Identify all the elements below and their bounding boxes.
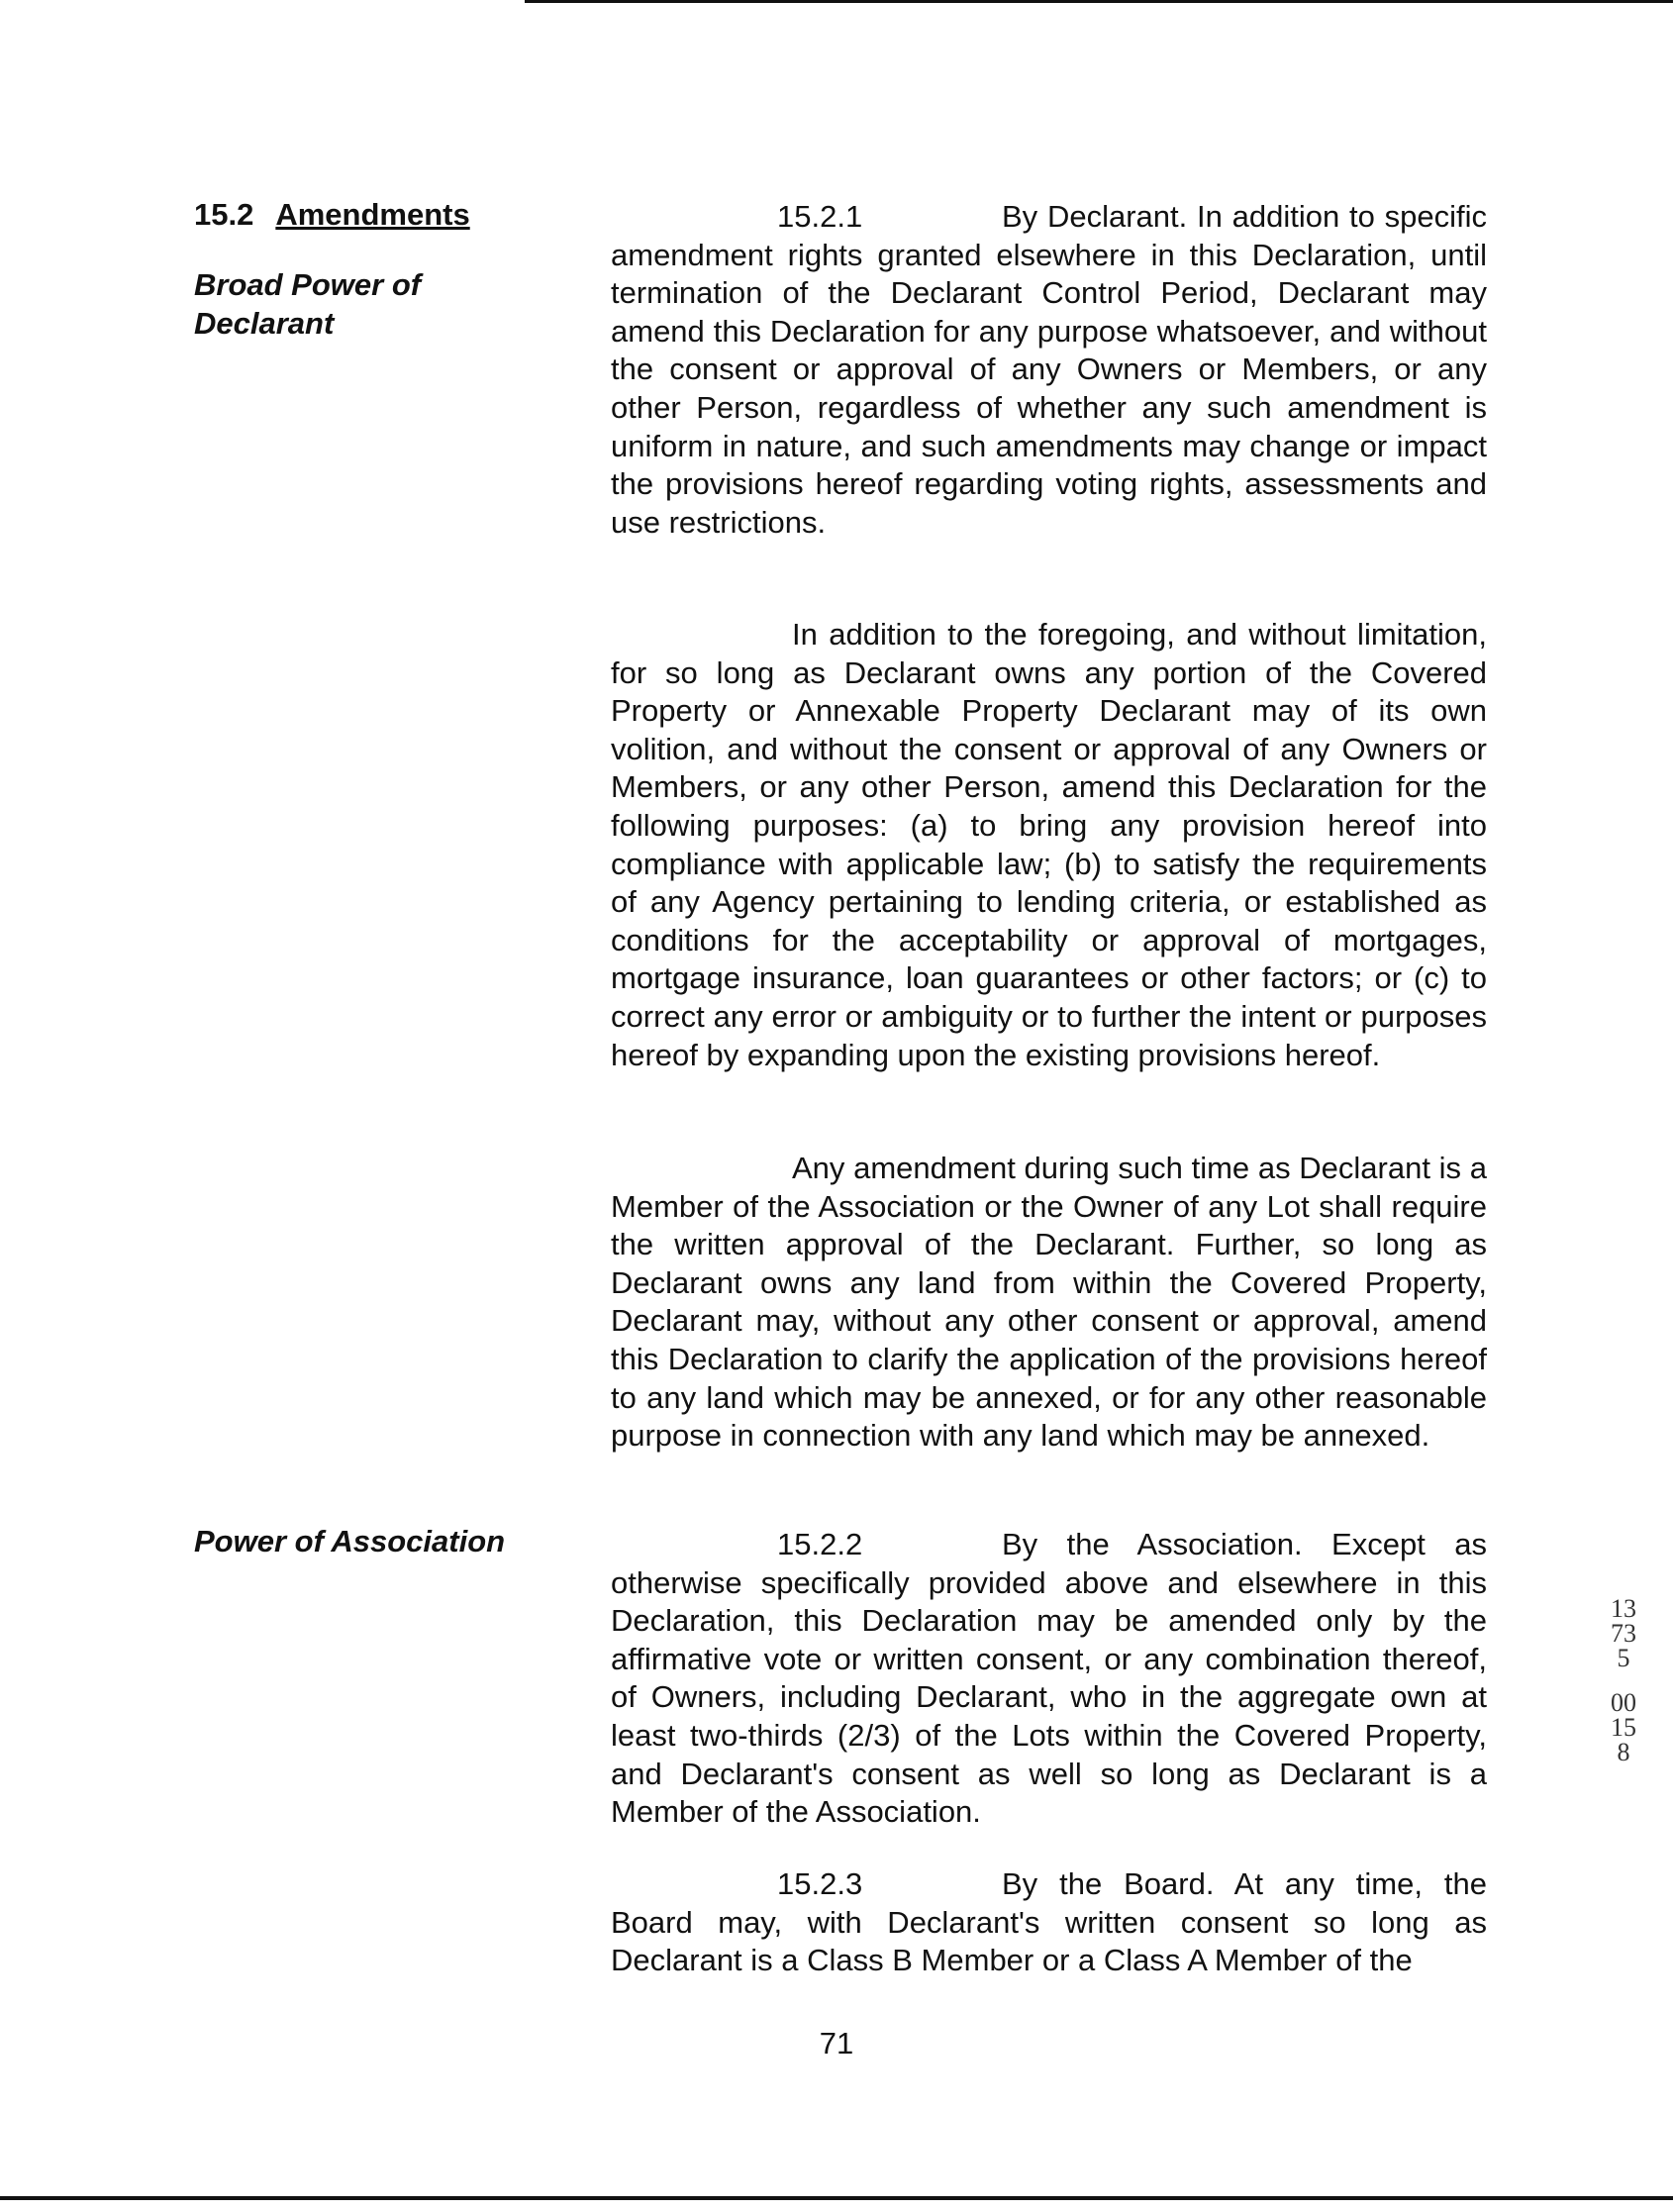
clause-number: 15.2.3: [777, 1866, 863, 1901]
clause-number: 15.2.1: [777, 199, 863, 234]
document-stamp-number: [1607, 1596, 1640, 1764]
side-label-power-association: Power of Association: [194, 1524, 506, 1558]
top-border-line: [525, 0, 1673, 3]
side-label-broad-power: [194, 265, 421, 343]
paragraph-text: By Declarant. In addition to specific amendment rights granted elsewhere in this Declaration, until termination of the Declarant Control Period, Declarant may amend this Declaration for any purpose whatsoever, and without the consent or approval of any Owners or Members, or any other Person, regardless of whether any such amendment is uniform in nature, and such amendments may change or impact the provisions hereof regarding voting rights, assessments and use restrictions.: [611, 199, 1487, 540]
paragraph-written-approval: Any amendment during such time as Declarant is a Member of the Association or the Owner of any Lot shall require the written approval of the Declarant. Further, so long as Declarant owns any land from within the Covered Property, Declarant may, without any other consent or approval, amend this Declaration to clarify the application of the provisions hereof to any land which may be annexed, or for any other reasonable purpose in connection with any land which may be annexed.: [611, 1151, 1487, 1454]
side-label-line: Declarant: [194, 306, 335, 341]
bottom-border-line: [0, 2196, 1673, 2200]
paragraph-text: By the Association. Except as otherwise specifically provided above and elsewhere in this Declaration, this Declaration may be amended only by the affirmative vote or written consent, or any combination thereof, of Owners, including Declarant, who in the aggregate own at least two-thirds (2/3) of the Lots within the Covered Property, and Declarant's consent as well so long as Declarant is a Member of the Association.: [611, 1527, 1487, 1830]
section-number: 15.2: [194, 197, 254, 232]
section-title: Amendments: [275, 197, 470, 232]
section-heading: [194, 195, 470, 234]
paragraph-text: By the Board. At any time, the Board may, with Declarant's written consent so long as Declarant is a Class B Member or a Class A Member of the: [611, 1866, 1487, 1978]
paragraph-additional-purposes: In addition to the foregoing, and without limitation, for so long as Declarant owns any portion of the Covered Property or Annexable Property Declarant may of its own volition, and without the consent or approval of any Owners or Members, or any other Person, amend this Declaration for the following purposes: (a) to bring any provision hereof into compliance with applicable law; (b) to satisfy the requirements of any Agency pertaining to lending criteria, or established as conditions for the acceptability or approval of mortgages, mortgage insurance, loan guarantees or other factors; or (c) to correct any error or ambiguity or to further the intent or purposes hereof by expanding upon the existing provisions hereof.: [611, 617, 1487, 1072]
stamp-part-2: 00158: [1611, 1688, 1636, 1766]
stamp-part-1: 13735: [1611, 1594, 1636, 1672]
paragraph-15-2-3: [611, 1865, 1487, 1980]
paragraph-15-2-1: [611, 198, 1487, 542]
paragraph-15-2-2: [611, 1526, 1487, 1832]
clause-number: 15.2.2: [777, 1527, 863, 1561]
page-number: 71: [819, 2026, 854, 2061]
side-label-line: Broad Power of: [194, 267, 422, 302]
